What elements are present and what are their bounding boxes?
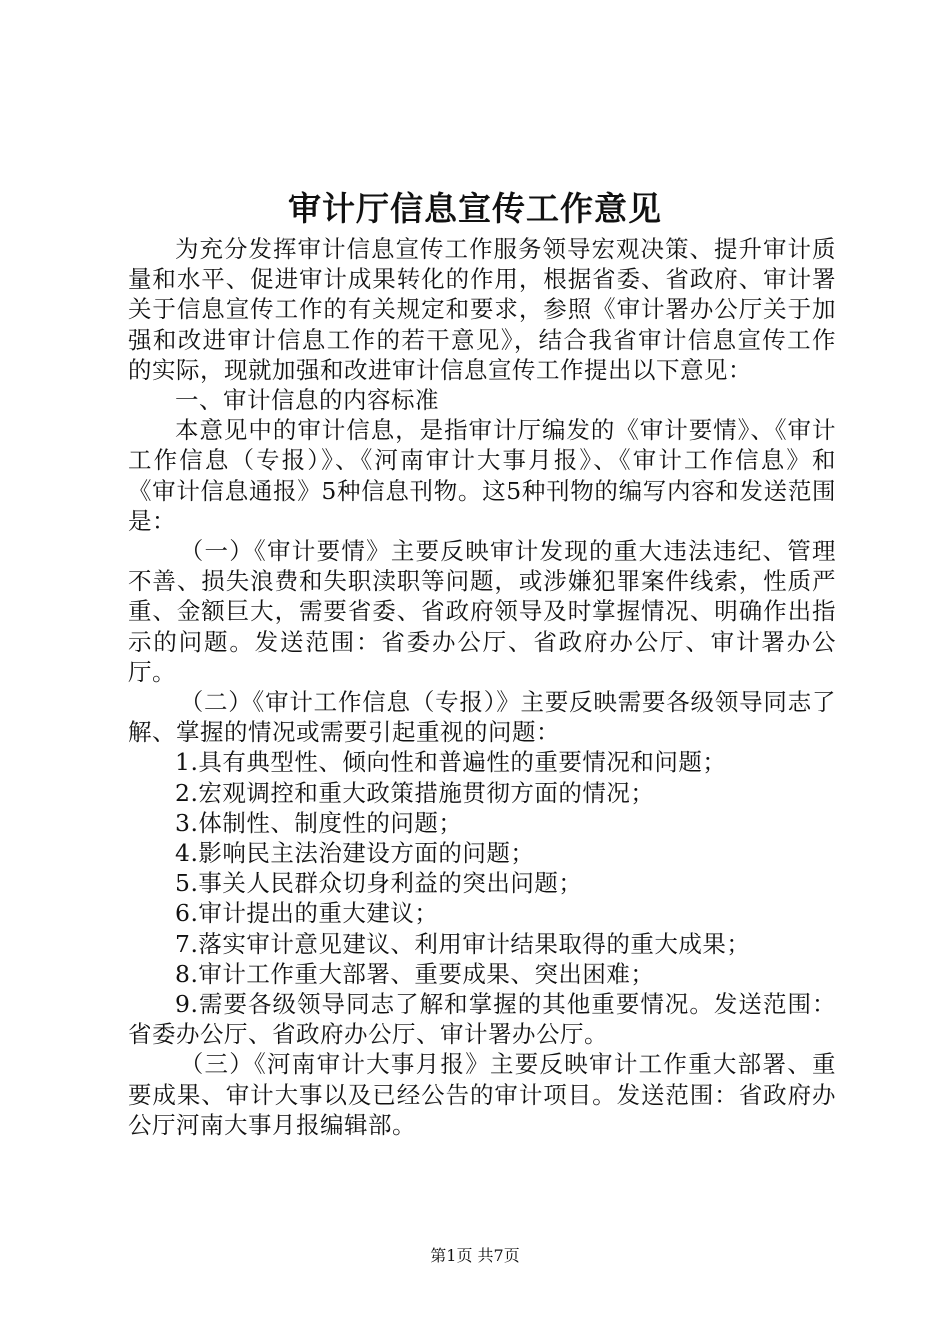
document-title: 审计厅信息宣传工作意见: [288, 189, 662, 228]
list-item: 3.体制性、制度性的问题；: [175, 808, 463, 837]
list-item: 5.事关人民群众切身利益的突出问题；: [175, 869, 583, 898]
list-item: 4.影响民主法治建设方面的问题；: [175, 839, 535, 868]
intro-paragraph: 为充分发挥审计信息宣传工作服务领导宏观决策、提升审计质量和水平、促进审计成果转化的作用，根据省委、省政府、审计署关于信息宣传工作的有关规定和要求，参照《审计署办公厅关于加强和改进审计信息工作的若干意见》，结合我省审计信息宣传工作的实际，现就加强和改进审计信息宣传工作提出以下意见：: [128, 235, 836, 384]
section-heading: 一、审计信息的内容标准: [175, 386, 439, 415]
list-item: 6.审计提出的重大建议；: [175, 899, 439, 928]
list-item: 9.需要各级领导同志了解和掌握的其他重要情况。发送范围：省委办公厅、省政府办公厅、审计署办公厅。: [128, 990, 836, 1049]
page-number: 第1页 共7页: [430, 1246, 520, 1265]
document-body: [128, 234, 836, 1140]
subsection-paragraph: （二）《审计工作信息（专报）》主要反映需要各级领导同志了解、掌握的情况或需要引起重视的问题：: [128, 688, 836, 747]
definition-paragraph: 本意见中的审计信息，是指审计厅编发的《审计要情》、《审计工作信息（专报）》、《河南审计大事月报》、《审计工作信息》和《审计信息通报》5种信息刊物。这5种刊物的编写内容和发送范围是：: [128, 416, 836, 535]
list-item: 8.审计工作重大部署、重要成果、突出困难；: [175, 959, 655, 988]
list-item: 2.宏观调控和重大政策措施贯彻方面的情况；: [175, 778, 655, 807]
subsection-paragraph: （一）《审计要情》主要反映审计发现的重大违法违纪、管理不善、损失浪费和失职渎职等问题，或涉嫌犯罪案件线索，性质严重、金额巨大，需要省委、省政府领导及时掌握情况、明确作出指示的问题。发送范围：省委办公厅、省政府办公厅、审计署办公厅。: [128, 537, 836, 686]
subsection-paragraph: （三）《河南审计大事月报》主要反映审计工作重大部署、重要成果、审计大事以及已经公告的审计项目。发送范围：省政府办公厅河南大事月报编辑部。: [128, 1050, 836, 1139]
list-item: 7.落实审计意见建议、利用审计结果取得的重大成果；: [175, 929, 751, 958]
list-item: 1.具有典型性、倾向性和普遍性的重要情况和问题；: [175, 748, 727, 777]
